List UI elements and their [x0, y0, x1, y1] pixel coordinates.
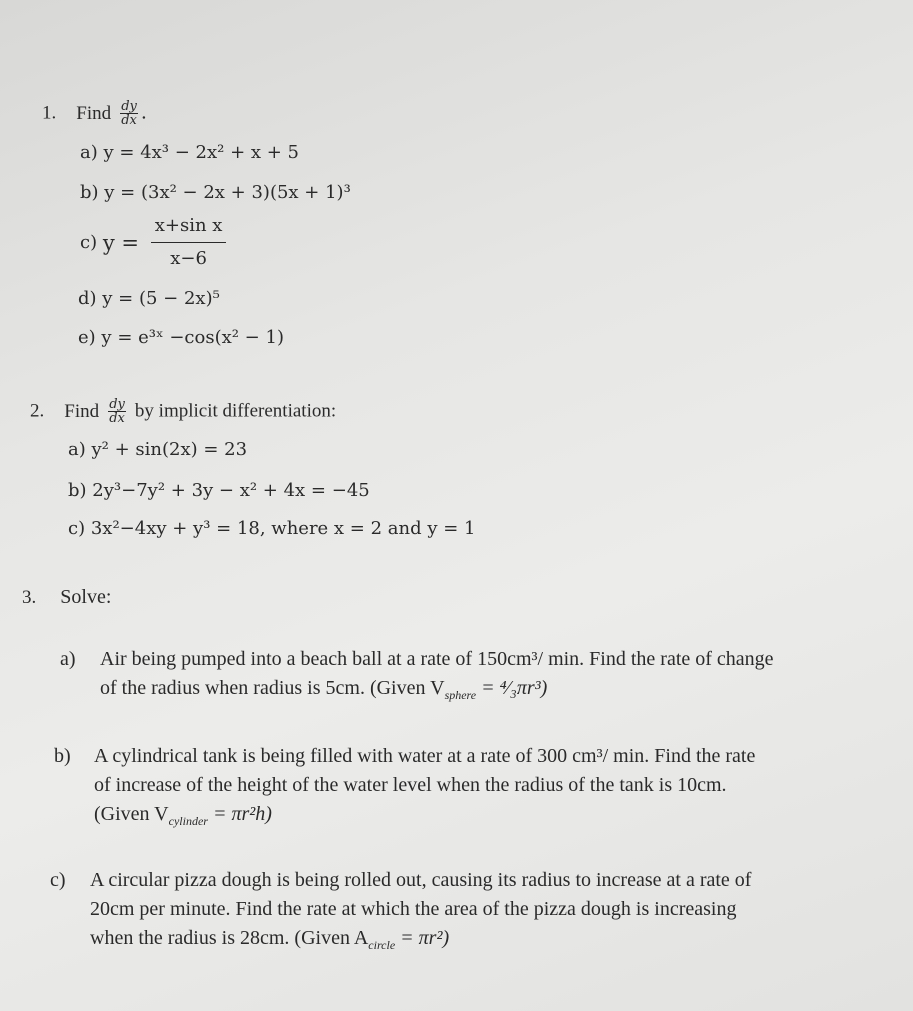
- item-formula-tail: = ⁴⁄₃πr³): [476, 677, 548, 699]
- q3-number: 3.: [22, 587, 37, 608]
- volume-subscript: sphere: [444, 688, 477, 702]
- item-label: b): [80, 182, 99, 203]
- para-line-2: [60, 674, 850, 710]
- q1-number: 1.: [42, 102, 57, 124]
- q1-item-c: [80, 214, 226, 271]
- item-label: b): [68, 480, 87, 501]
- q2-heading: [30, 398, 336, 425]
- item-expression: y = (5 − 2x)⁵: [102, 288, 220, 309]
- item-expression: 2y³−7y² + 3y − x² + 4x = −45: [92, 480, 370, 501]
- item-text-line-1: A circular pizza dough is being rolled out, causing its radius to increase at a rate of: [90, 869, 752, 891]
- item-label: c): [50, 869, 66, 891]
- item-label: b): [54, 745, 71, 767]
- item-text-line-2: 20cm per minute. Find the rate at which the area of the pizza dough is increasing: [90, 898, 737, 920]
- item-label: c): [68, 518, 86, 539]
- item-formula-tail: = πr²): [395, 927, 450, 949]
- q1-item-d: [78, 288, 220, 309]
- q1-item-e: [78, 327, 284, 348]
- q2-rest: by implicit differentiation:: [134, 400, 337, 422]
- item-text-line-1: A cylindrical tank is being filled with water at a rate of 300 cm³/ min. Find the rate: [94, 745, 756, 767]
- volume-subscript: cylinder: [168, 814, 208, 828]
- q2-item-b: [68, 480, 370, 501]
- q2-item-c: [68, 518, 476, 539]
- q2-item-a: [68, 439, 247, 460]
- q2-derivative-fraction: [108, 398, 126, 425]
- para-line-1: [60, 645, 850, 674]
- item-expression: y = 4x³ − 2x² + x + 5: [103, 142, 300, 163]
- q1-frac-bottom: dx: [121, 113, 137, 128]
- item-lhs: y =: [102, 230, 139, 255]
- q1-prompt: Find: [76, 102, 112, 124]
- item-c-fraction: [151, 214, 227, 271]
- q1-trail: .: [140, 101, 147, 124]
- para-line-3: [50, 924, 840, 960]
- item-text-line-3: (Given V: [94, 803, 169, 825]
- item-label: a): [68, 439, 86, 460]
- area-subscript: circle: [368, 938, 396, 952]
- fraction-numerator: x+sin x: [151, 214, 227, 243]
- item-expression: 3x²−4xy + y³ = 18, where x = 2 and y = 1: [90, 518, 476, 539]
- item-expression: y = (3x² − 2x + 3)(5x + 1)³: [104, 182, 351, 203]
- para-line-3: [54, 800, 844, 836]
- item-label: e): [78, 327, 96, 348]
- item-formula-tail: = πr²h): [207, 803, 272, 825]
- q1-derivative-fraction: [120, 100, 138, 127]
- q1-item-a: [80, 142, 299, 163]
- item-text-line-1: Air being pumped into a beach ball at a rate of 150cm³/ min. Find the rate of change: [100, 648, 774, 670]
- q3-item-b: [54, 742, 844, 836]
- q1-heading: [42, 100, 147, 127]
- q2-prompt: Find: [64, 400, 100, 422]
- q3-heading: [22, 586, 111, 609]
- q2-frac-top: dy: [109, 397, 125, 412]
- q1-frac-top: dy: [121, 99, 137, 114]
- para-line-2: [50, 895, 840, 924]
- q3-title: Solve:: [60, 586, 112, 608]
- q2-frac-bottom: dx: [109, 411, 125, 426]
- para-line-2: [54, 771, 844, 800]
- q1-item-b: [80, 182, 351, 203]
- fraction-denominator: x−6: [170, 248, 207, 269]
- item-label: c): [80, 232, 98, 253]
- q2-number: 2.: [30, 400, 45, 422]
- q3-item-a: [60, 645, 850, 710]
- item-expression: y² + sin(2x) = 23: [91, 439, 248, 460]
- para-line-1: [50, 866, 840, 895]
- item-expression: y = e³ˣ −cos(x² − 1): [101, 327, 284, 348]
- q3-item-c: [50, 866, 840, 960]
- item-text-line-3: when the radius is 28cm. (Given A: [90, 927, 369, 949]
- item-label: a): [60, 648, 76, 670]
- item-label: d): [78, 288, 97, 309]
- item-label: a): [80, 142, 98, 163]
- item-text-line-2: of increase of the height of the water level when the radius of the tank is 10cm.: [94, 774, 727, 796]
- para-line-1: [54, 742, 844, 771]
- item-text-line-2: of the radius when radius is 5cm. (Given V: [100, 677, 445, 699]
